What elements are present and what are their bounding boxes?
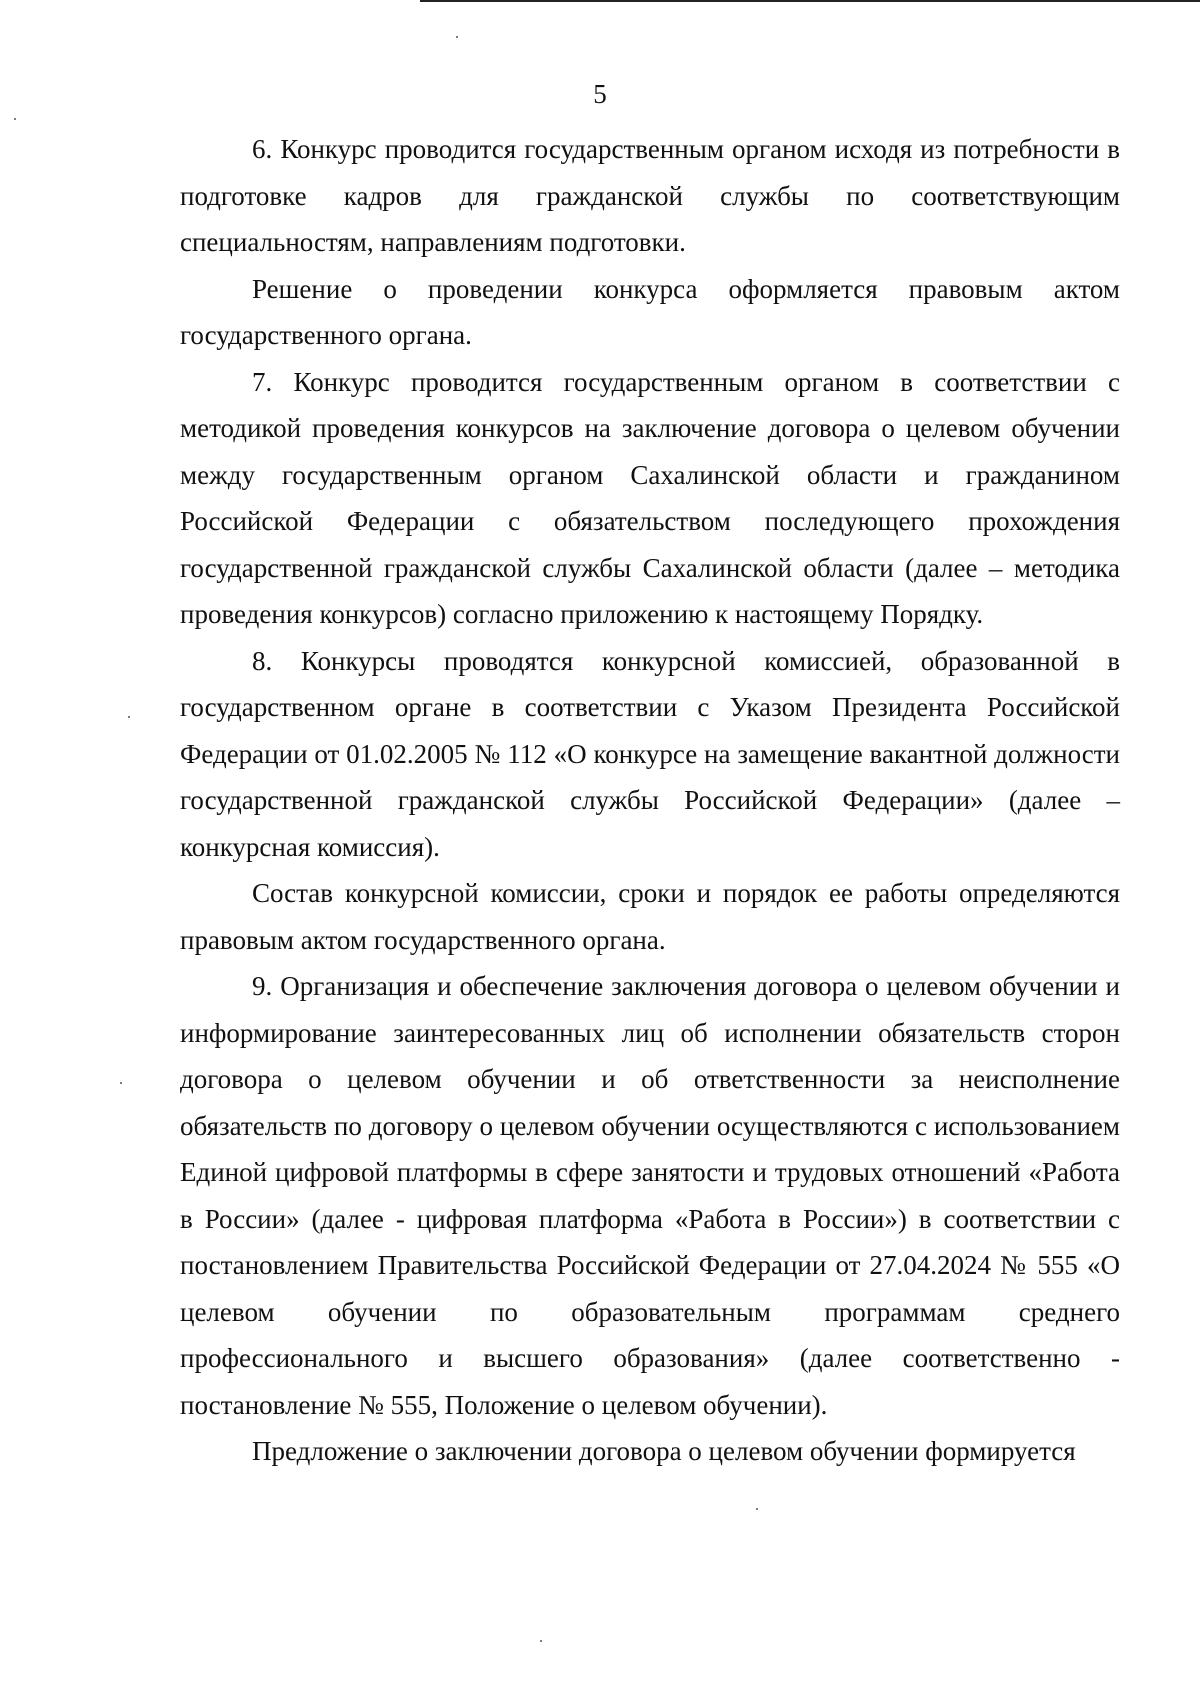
- page-number: 5: [593, 79, 607, 109]
- scan-speck: [540, 1640, 542, 1642]
- scan-top-edge: [420, 0, 1200, 2]
- scan-speck: [128, 716, 130, 718]
- paragraph-9-digital-platform: 9. Организация и обеспечение заключения договора о целевом обучении и информирование заинтересованных лиц об исполнении обязательств сторон договора о целевом обучении и об ответственности за неисполнение обязательств по договору о целевом обучении осуществляются с использованием Единой цифровой платформы в сфере занятости и трудовых отношений «Работа в России» (далее - цифровая платформа «Работа в России») в соответствии с постановлением Правительства Российской Федерации от 27.04.2024 № 555 «О целевом обучении по образовательным программам среднего профессионального и высшего образования» (далее соответственно - постановление № 555, Положение о целевом обучении).: [180, 971, 1120, 1420]
- paragraph-6-competition-basis: 6. Конкурс проводится государственным органом исходя из потребности в подготовке кадров для гражданской службы по соответствующим специальностям, направлениям подготовки.: [180, 134, 1120, 257]
- paragraph-offer-formation: Предложение о заключении договора о целевом обучении формируется: [252, 1436, 1076, 1466]
- scan-speck: [14, 118, 16, 120]
- document-body: [180, 126, 1120, 1475]
- scan-speck: [120, 1082, 122, 1084]
- scan-speck: [456, 36, 458, 38]
- paragraph-commission-composition: Состав конкурсной комиссии, сроки и порядок ее работы определяются правовым актом государственного органа.: [180, 878, 1120, 955]
- paragraph-7-methodology: 7. Конкурс проводится государственным органом в соответствии с методикой проведения конкурсов на заключение договора о целевом обучении между государственным органом Сахалинской области и гражданином Российской Федерации с обязательством последующего прохождения государственной гражданской службы Сахалинской области (далее – методика проведения конкурсов) согласно приложению к настоящему Порядку.: [180, 366, 1120, 629]
- scan-speck: [756, 1508, 758, 1510]
- paragraph-competition-decision: Решение о проведении конкурса оформляется правовым актом государственного органа.: [180, 273, 1120, 350]
- paragraph-8-commission: 8. Конкурсы проводятся конкурсной комиссией, образованной в государственном органе в соответствии с Указом Президента Российской Федерации от 01.02.2005 № 112 «О конкурсе на замещение вакантной должности государственной гражданской службы Российской Федерации» (далее – конкурсная комиссия).: [180, 645, 1120, 862]
